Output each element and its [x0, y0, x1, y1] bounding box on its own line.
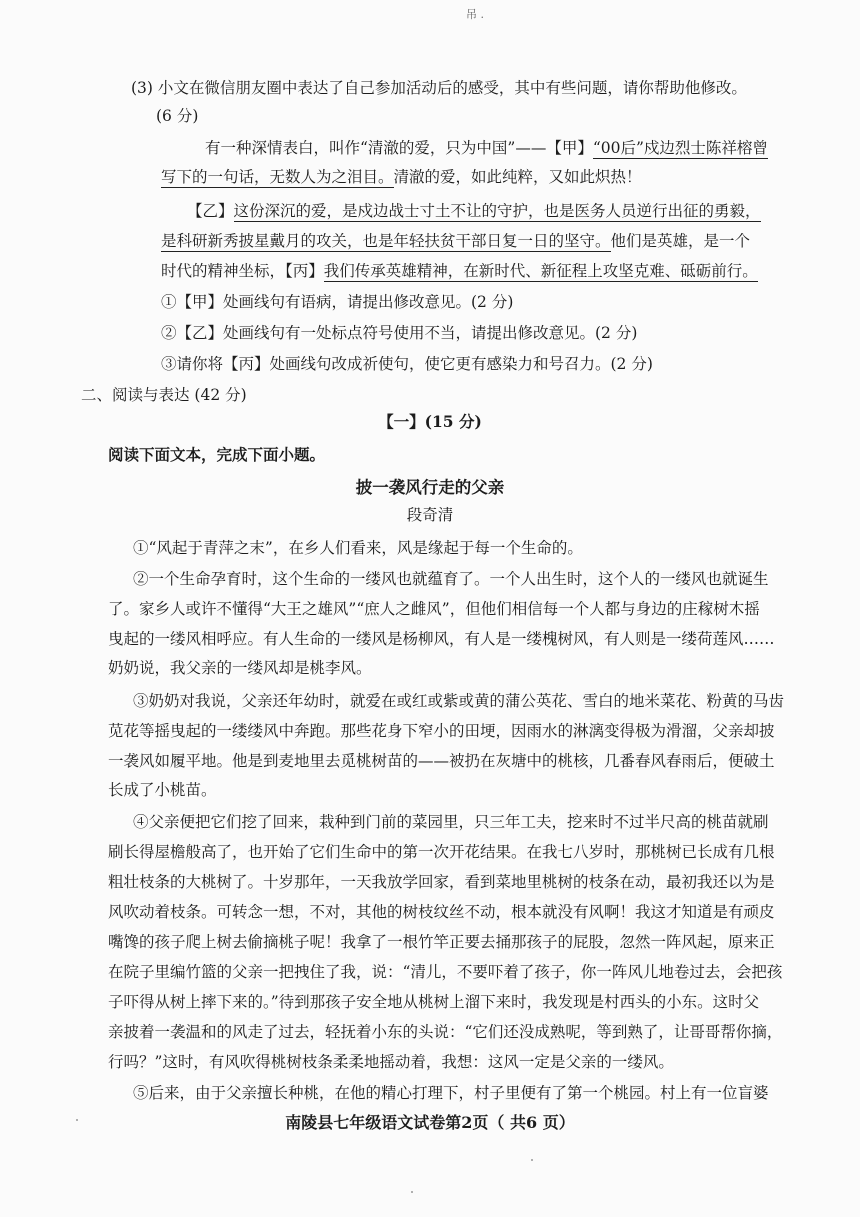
- article-line: 长成了小桃苗。: [108, 781, 217, 799]
- article-line: 奶奶说，我父亲的一缕风却是桃李风。: [108, 659, 372, 677]
- article-author: 段奇清: [406, 506, 454, 524]
- q3-prompt: (3) 小文在微信朋友圈中表达了自己参加活动后的感受，其中有些问题，请你帮助他修改。: [131, 79, 747, 97]
- article-line: ①“风起于青萍之末”，在乡人们看来，风是缘起于每一个生命的。: [133, 539, 583, 557]
- q3-para1-line1: 有一种深情表白，叫作“清澈的爱，只为中国”——【甲】“00后”戍边烈士陈祥榕曾: [205, 139, 768, 157]
- article-line: ③奶奶对我说，父亲还年幼时，就爱在或红或紫或黄的蒲公英花、雪白的地米菜花、粉黄的马齿: [133, 692, 785, 710]
- article-line: 了。家乡人或许不懂得“大王之雄风”“庶人之雌风”，但他们相信每一个人都与身边的庄稼树木摇: [108, 600, 760, 618]
- article-line: 亲披着一袭温和的风走了过去，轻抚着小东的头说：“它们还没成熟呢，等到熟了，让哥哥帮你摘，: [108, 1023, 783, 1041]
- q3-para1-line2: 写下的一句话，无数人为之泪目。清澈的爱，如此纯粹，又如此炽热！: [161, 168, 642, 186]
- scan-speck: [76, 1119, 78, 1121]
- article-line: 嘴馋的孩子爬上树去偷摘桃子呢！我拿了一根竹竿正要去捅那孩子的屁股，忽然一阵风起，原来正: [108, 933, 775, 951]
- scan-speck: [411, 1191, 413, 1193]
- page-footer: 南陵县七年级语文试卷第2页（ 共6 页）: [285, 1113, 575, 1132]
- underline-bing: 我们传承英雄精神，在新时代、新征程上攻坚克难、砥砺前行。: [323, 262, 758, 280]
- q3-sub2: ②【乙】处画线句有一处标点符号使用不当，请提出修改意见。(2 分): [161, 324, 638, 342]
- article-line: 曳起的一缕风相呼应。有人生命的一缕风是杨柳风，有人是一缕槐树风，有人则是一缕荷莲风……: [108, 630, 775, 648]
- top-mark: 吊 .: [466, 8, 484, 21]
- article-line: 粗壮枝条的大桃树了。十岁那年，一天我放学回家，看到菜地里桃树的枝条在动，最初我还以为是: [108, 873, 775, 891]
- section-heading: 二、阅读与表达 (42 分): [81, 386, 247, 404]
- underline-jia: “00后”戍边烈士陈祥榕曾: [592, 139, 768, 157]
- article-line: 风吹动着枝条。可转念一想，不对，其他的树枝纹丝不动，根本就没有风啊！我这才知道是有顽皮: [108, 903, 775, 921]
- q3-para2-line3: 时代的精神坐标，【丙】我们传承英雄精神，在新时代、新征程上攻坚克难、砥砺前行。: [161, 262, 758, 280]
- article-line: 一袭风如履平地。他是到麦地里去觅桃树苗的——被扔在灰塘中的桃核，几番春风春雨后，便破土: [108, 752, 775, 770]
- article-line: 子吓得从树上摔下来的。”待到那孩子安全地从桃树上溜下来时，我发现是村西头的小东。这时父: [108, 993, 760, 1011]
- article-line: 刷长得屋檐般高了，也开始了它们生命中的第一次开花结果。在我七八岁时，那桃树已长成有几根: [108, 843, 775, 861]
- part-title: 【一】(15 分): [378, 412, 482, 431]
- article-line: 行吗？”这时，有风吹得桃树枝条柔柔地摇动着，我想：这风一定是父亲的一缕风。: [108, 1053, 674, 1071]
- article-line: 苋花等摇曳起的一缕缕风中奔跑。那些花身下窄小的田埂，因雨水的淋漓变得极为滑溜，父亲却披: [108, 722, 775, 740]
- article-line: 在院子里编竹篮的父亲一把拽住了我，说：“清儿，不要吓着了孩子，你一阵风儿地卷过去，会把孩: [108, 963, 783, 981]
- q3-sub1: ①【甲】处画线句有语病，请提出修改意见。(2 分): [161, 293, 514, 311]
- q3-para2-line1: 【乙】这份深沉的爱，是戍边战士寸土不让的守护，也是医务人员逆行出征的勇毅，: [187, 202, 761, 220]
- scan-speck: [531, 1159, 533, 1161]
- q3-sub3: ③请你将【丙】处画线句改成祈使句，使它更有感染力和号召力。(2 分): [161, 355, 653, 373]
- article-line: ⑤后来，由于父亲擅长种桃，在他的精心打理下，村子里便有了第一个桃园。村上有一位盲婆: [133, 1084, 769, 1102]
- article-line: ②一个生命孕育时，这个生命的一缕风也就蕴育了。一个人出生时，这个人的一缕风也就诞生: [133, 570, 769, 588]
- reading-instruction: 阅读下面文本，完成下面小题。: [108, 445, 326, 464]
- article-line: ④父亲便把它们挖了回来，栽种到门前的菜园里，只三年工夫，挖来时不过半尺高的桃苗就刷: [133, 813, 769, 831]
- article-title: 披一袭风行走的父亲: [355, 478, 505, 497]
- underline-yi: 这份深沉的爱，是戍边战士寸土不让的守护，也是医务人员逆行出征的勇毅，: [233, 202, 761, 220]
- q3-para2-line2: 是科研新秀披星戴月的攻关，也是年轻扶贫干部日复一日的坚守。他们是英雄，是一个: [161, 232, 751, 250]
- q3-score: (6 分): [156, 107, 199, 125]
